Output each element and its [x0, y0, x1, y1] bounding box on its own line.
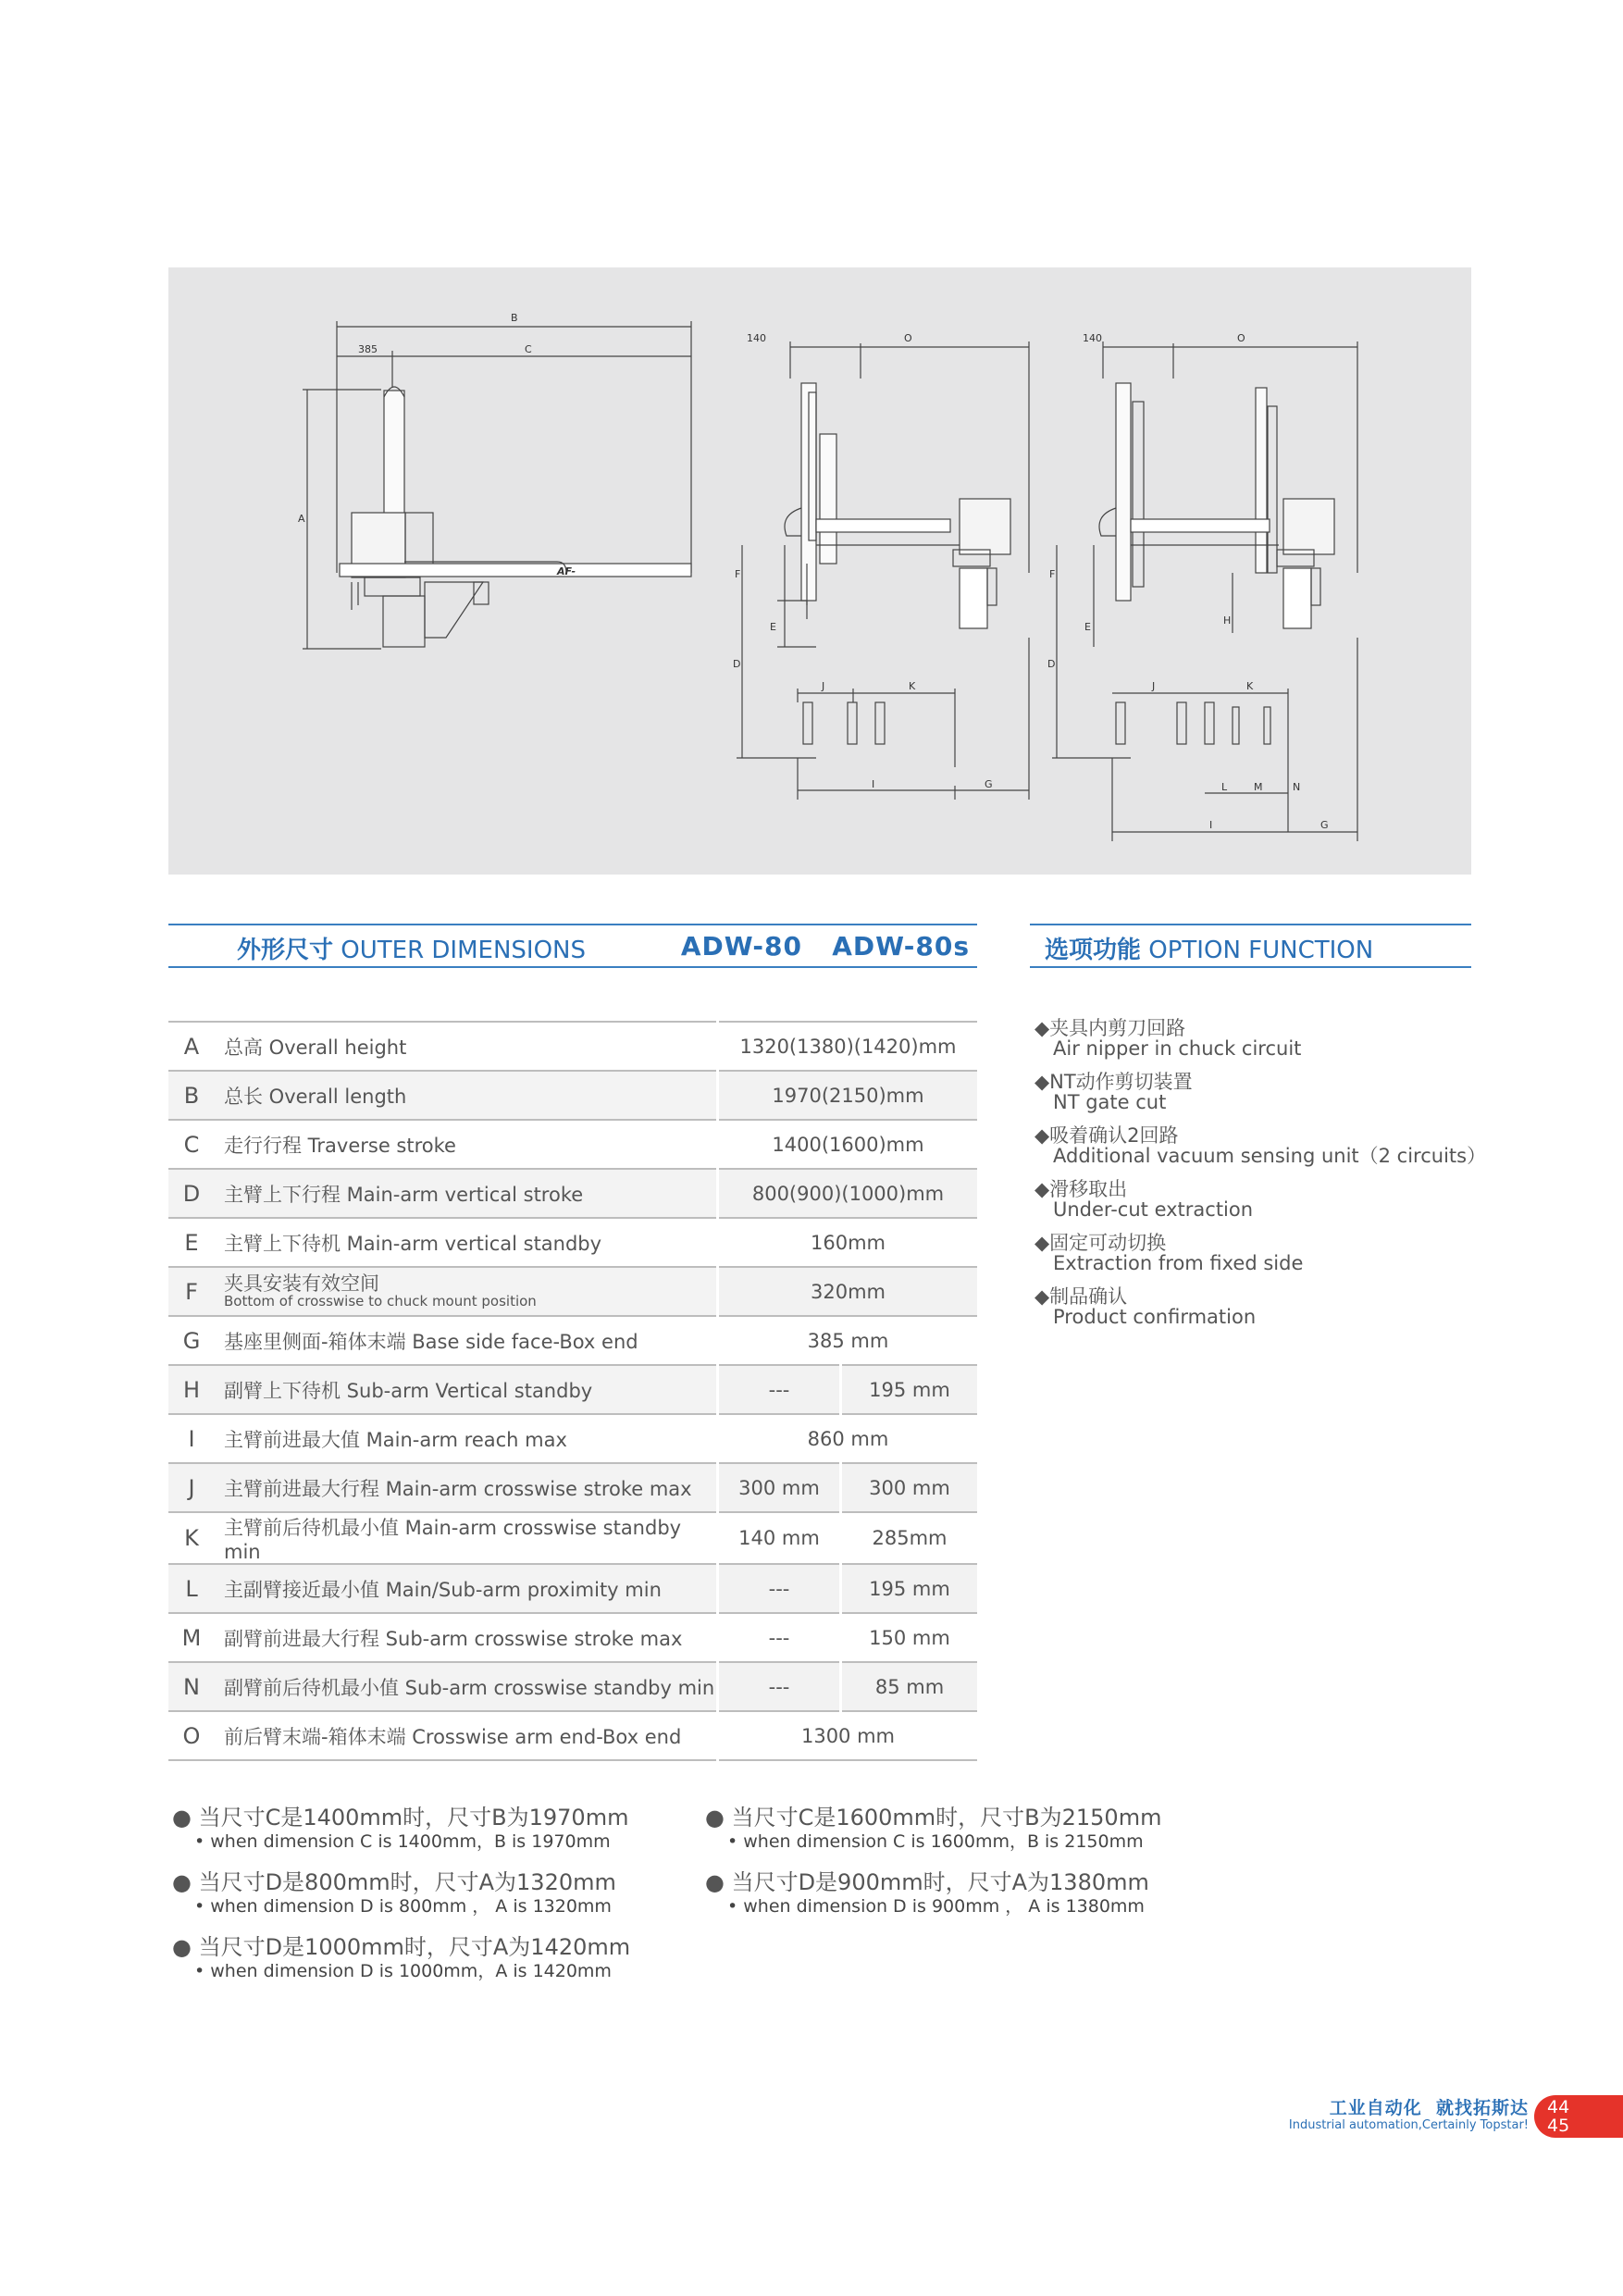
row-value-adw80s: 150 mm: [841, 1613, 978, 1662]
dimension-drawing: [168, 267, 1471, 875]
row-code: H: [168, 1365, 215, 1414]
option-item: [1035, 1018, 1301, 1059]
option-function-header: [1030, 924, 1471, 968]
dim-label-m: M: [1254, 781, 1263, 793]
row-sublabel: Bottom of crosswise to chuck mount position: [224, 1293, 537, 1309]
row-label: 主臂上下待机 Main-arm vertical standby: [215, 1218, 718, 1267]
table-row: [168, 1316, 977, 1365]
page-number-bottom: 45: [1547, 2116, 1570, 2136]
option-item-en: Extraction from fixed side: [1053, 1252, 1304, 1274]
row-code: M: [168, 1613, 215, 1662]
row-value: 320mm: [718, 1267, 978, 1316]
row-code: D: [168, 1169, 215, 1218]
dim-label-j: J: [822, 680, 825, 692]
row-label: 前后臂末端-箱体末端 Crosswise arm end-Box end: [215, 1711, 718, 1760]
row-label: 主臂上下行程 Main-arm vertical stroke: [215, 1169, 718, 1218]
row-value: 1970(2150)mm: [718, 1071, 978, 1120]
table-row: [168, 1613, 977, 1662]
dim-label-i: I: [872, 778, 875, 790]
option-item-en: Additional vacuum sensing unit（2 circuits）: [1053, 1145, 1487, 1167]
page-number-top: 44: [1547, 2097, 1570, 2117]
dim-label-o-right: O: [1237, 332, 1245, 344]
row-label: 副臂前进最大行程 Sub-arm crosswise stroke max: [215, 1613, 718, 1662]
note-zh: ● 当尺寸D是800mm时，尺寸A为1320mm: [172, 1869, 616, 1895]
option-item-zh: ◆制品确认: [1035, 1285, 1128, 1308]
row-label: 主副臂接近最小值 Main/Sub-arm proximity min: [215, 1564, 718, 1613]
robot-logo-text: AF-: [557, 565, 576, 577]
row-label: 总高 Overall height: [215, 1022, 718, 1071]
row-label: 主臂前后待机最小值 Main-arm crosswise standby min: [215, 1512, 718, 1564]
option-function-title-zh: 选项功能: [1045, 937, 1142, 964]
row-value-adw80s: 85 mm: [841, 1662, 978, 1711]
dim-label-f: F: [735, 568, 741, 580]
row-label: 主臂前进最大值 Main-arm reach max: [215, 1414, 718, 1463]
row-value-adw80s: 195 mm: [841, 1564, 978, 1613]
option-item: [1035, 1179, 1253, 1220]
table-row: [168, 1365, 977, 1414]
row-code: A: [168, 1022, 215, 1071]
dim-label-g-right: G: [1320, 819, 1329, 831]
row-label: 基座里侧面-箱体末端 Base side face-Box end: [215, 1316, 718, 1365]
row-value-adw80: ---: [718, 1613, 841, 1662]
option-item-zh: ◆滑移取出: [1035, 1178, 1128, 1200]
dim-label-i-right: I: [1209, 819, 1213, 831]
row-label: 副臂上下待机 Sub-arm Vertical standby: [215, 1365, 718, 1414]
outer-dimensions-title-zh: 外形尺寸: [237, 937, 334, 964]
option-item: [1035, 1125, 1486, 1166]
dim-label-h: H: [1223, 614, 1232, 627]
dim-label-140-right: 140: [1083, 332, 1102, 344]
dim-label-a: A: [298, 513, 305, 525]
row-code: B: [168, 1071, 215, 1120]
row-value-adw80s: 300 mm: [841, 1463, 978, 1512]
row-code: J: [168, 1463, 215, 1512]
row-value: 800(900)(1000)mm: [718, 1169, 978, 1218]
row-code: N: [168, 1662, 215, 1711]
dimension-note: [172, 1869, 616, 1917]
note-en: • when dimension D is 800mm ， A is 1320mm: [194, 1896, 612, 1917]
footer-slogan-en: Industrial automation,Certainly Topstar!: [1288, 2118, 1529, 2132]
table-row: [168, 1463, 977, 1512]
page-number-tab: [1534, 2095, 1623, 2138]
row-label: 主臂前进最大行程 Main-arm crosswise stroke max: [215, 1463, 718, 1512]
option-item-zh: ◆固定可动切换: [1035, 1232, 1167, 1254]
row-value-adw80: ---: [718, 1365, 841, 1414]
table-row: [168, 1022, 977, 1071]
table-row: [168, 1414, 977, 1463]
table-row: [168, 1564, 977, 1613]
spec-table: [168, 1021, 977, 1761]
dim-label-k-right: K: [1246, 680, 1254, 692]
option-item-en: NT gate cut: [1053, 1091, 1167, 1113]
table-row: [168, 1071, 977, 1120]
option-item-zh: ◆NT动作剪切装置: [1035, 1071, 1193, 1093]
table-row: [168, 1711, 977, 1760]
row-code: F: [168, 1267, 215, 1316]
row-code: K: [168, 1512, 215, 1564]
table-row: [168, 1662, 977, 1711]
row-code: E: [168, 1218, 215, 1267]
row-value: 1320(1380)(1420)mm: [718, 1022, 978, 1071]
row-label: 夹具安装有效空间: [224, 1272, 379, 1295]
row-label: 副臂前后待机最小值 Sub-arm crosswise standby min: [215, 1662, 718, 1711]
option-item: [1035, 1072, 1193, 1112]
note-en: • when dimension C is 1600mm，B is 2150mm: [727, 1831, 1144, 1852]
table-row: [168, 1267, 977, 1316]
row-label: 总长 Overall length: [215, 1071, 718, 1120]
dim-label-b: B: [511, 312, 518, 324]
table-row: [168, 1120, 977, 1169]
row-code: L: [168, 1564, 215, 1613]
footer-slogan-zh: 工业自动化 就找拓斯达: [1329, 2098, 1529, 2118]
note-zh: ● 当尺寸D是900mm时，尺寸A为1380mm: [705, 1869, 1149, 1895]
option-item: [1035, 1233, 1303, 1273]
dim-label-l: L: [1221, 781, 1228, 793]
option-function-title: [1045, 931, 1373, 965]
dim-label-k: K: [909, 680, 916, 692]
row-label-two-line: [215, 1267, 718, 1316]
table-row: [168, 1169, 977, 1218]
dim-label-o: O: [904, 332, 912, 344]
dim-label-385: 385: [358, 343, 378, 355]
row-value: 860 mm: [718, 1414, 978, 1463]
dim-label-f-right: F: [1049, 568, 1056, 580]
row-value: 1300 mm: [718, 1711, 978, 1760]
row-label: 走行行程 Traverse stroke: [215, 1120, 718, 1169]
note-en: • when dimension C is 1400mm，B is 1970mm: [194, 1831, 611, 1852]
dimension-note: [705, 1805, 1161, 1853]
technical-drawing-panel: [168, 267, 1471, 875]
option-item-en: Product confirmation: [1053, 1306, 1257, 1328]
dim-label-d: D: [733, 658, 741, 670]
dim-label-e-right: E: [1084, 621, 1091, 633]
row-code: I: [168, 1414, 215, 1463]
dim-label-140: 140: [747, 332, 766, 344]
row-value: 385 mm: [718, 1316, 978, 1365]
option-item-zh: ◆吸着确认2回路: [1035, 1124, 1179, 1147]
outer-dimensions-title-en: OUTER DIMENSIONS: [341, 937, 587, 964]
outer-dimensions-title: [237, 931, 586, 965]
dim-label-d-right: D: [1047, 658, 1056, 670]
dim-label-e: E: [770, 621, 776, 633]
dimension-note: [705, 1869, 1149, 1917]
note-zh: ● 当尺寸C是1600mm时，尺寸B为2150mm: [705, 1805, 1162, 1831]
note-zh: ● 当尺寸D是1000mm时，尺寸A为1420mm: [172, 1934, 631, 1960]
dim-label-j-right: J: [1152, 680, 1156, 692]
model-names: ADW-80 ADW-80s: [680, 931, 970, 962]
option-item-en: Under-cut extraction: [1053, 1198, 1254, 1221]
dim-label-g: G: [985, 778, 993, 790]
row-value-adw80: 140 mm: [718, 1512, 841, 1564]
row-value: 160mm: [718, 1218, 978, 1267]
dimension-note: [172, 1805, 628, 1853]
row-value: 1400(1600)mm: [718, 1120, 978, 1169]
outer-dimensions-header: [168, 924, 977, 968]
row-value-adw80s: 195 mm: [841, 1365, 978, 1414]
note-en: • when dimension D is 1000mm，A is 1420mm: [194, 1961, 612, 1981]
option-item: [1035, 1286, 1256, 1327]
table-row: [168, 1218, 977, 1267]
option-item-zh: ◆夹具内剪刀回路: [1035, 1017, 1186, 1039]
row-code: C: [168, 1120, 215, 1169]
option-function-title-en: OPTION FUNCTION: [1148, 937, 1374, 964]
note-zh: ● 当尺寸C是1400mm时，尺寸B为1970mm: [172, 1805, 629, 1831]
row-value-adw80: ---: [718, 1564, 841, 1613]
dim-label-n: N: [1293, 781, 1301, 793]
dimension-note: [172, 1934, 630, 1982]
dim-label-c: C: [525, 343, 532, 355]
note-en: • when dimension D is 900mm ， A is 1380mm: [727, 1896, 1145, 1917]
option-item-en: Air nipper in chuck circuit: [1053, 1037, 1302, 1060]
row-code: G: [168, 1316, 215, 1365]
row-value-adw80: 300 mm: [718, 1463, 841, 1512]
table-row: [168, 1512, 977, 1564]
row-value-adw80s: 285mm: [841, 1512, 978, 1564]
row-code: O: [168, 1711, 215, 1760]
row-value-adw80: ---: [718, 1662, 841, 1711]
